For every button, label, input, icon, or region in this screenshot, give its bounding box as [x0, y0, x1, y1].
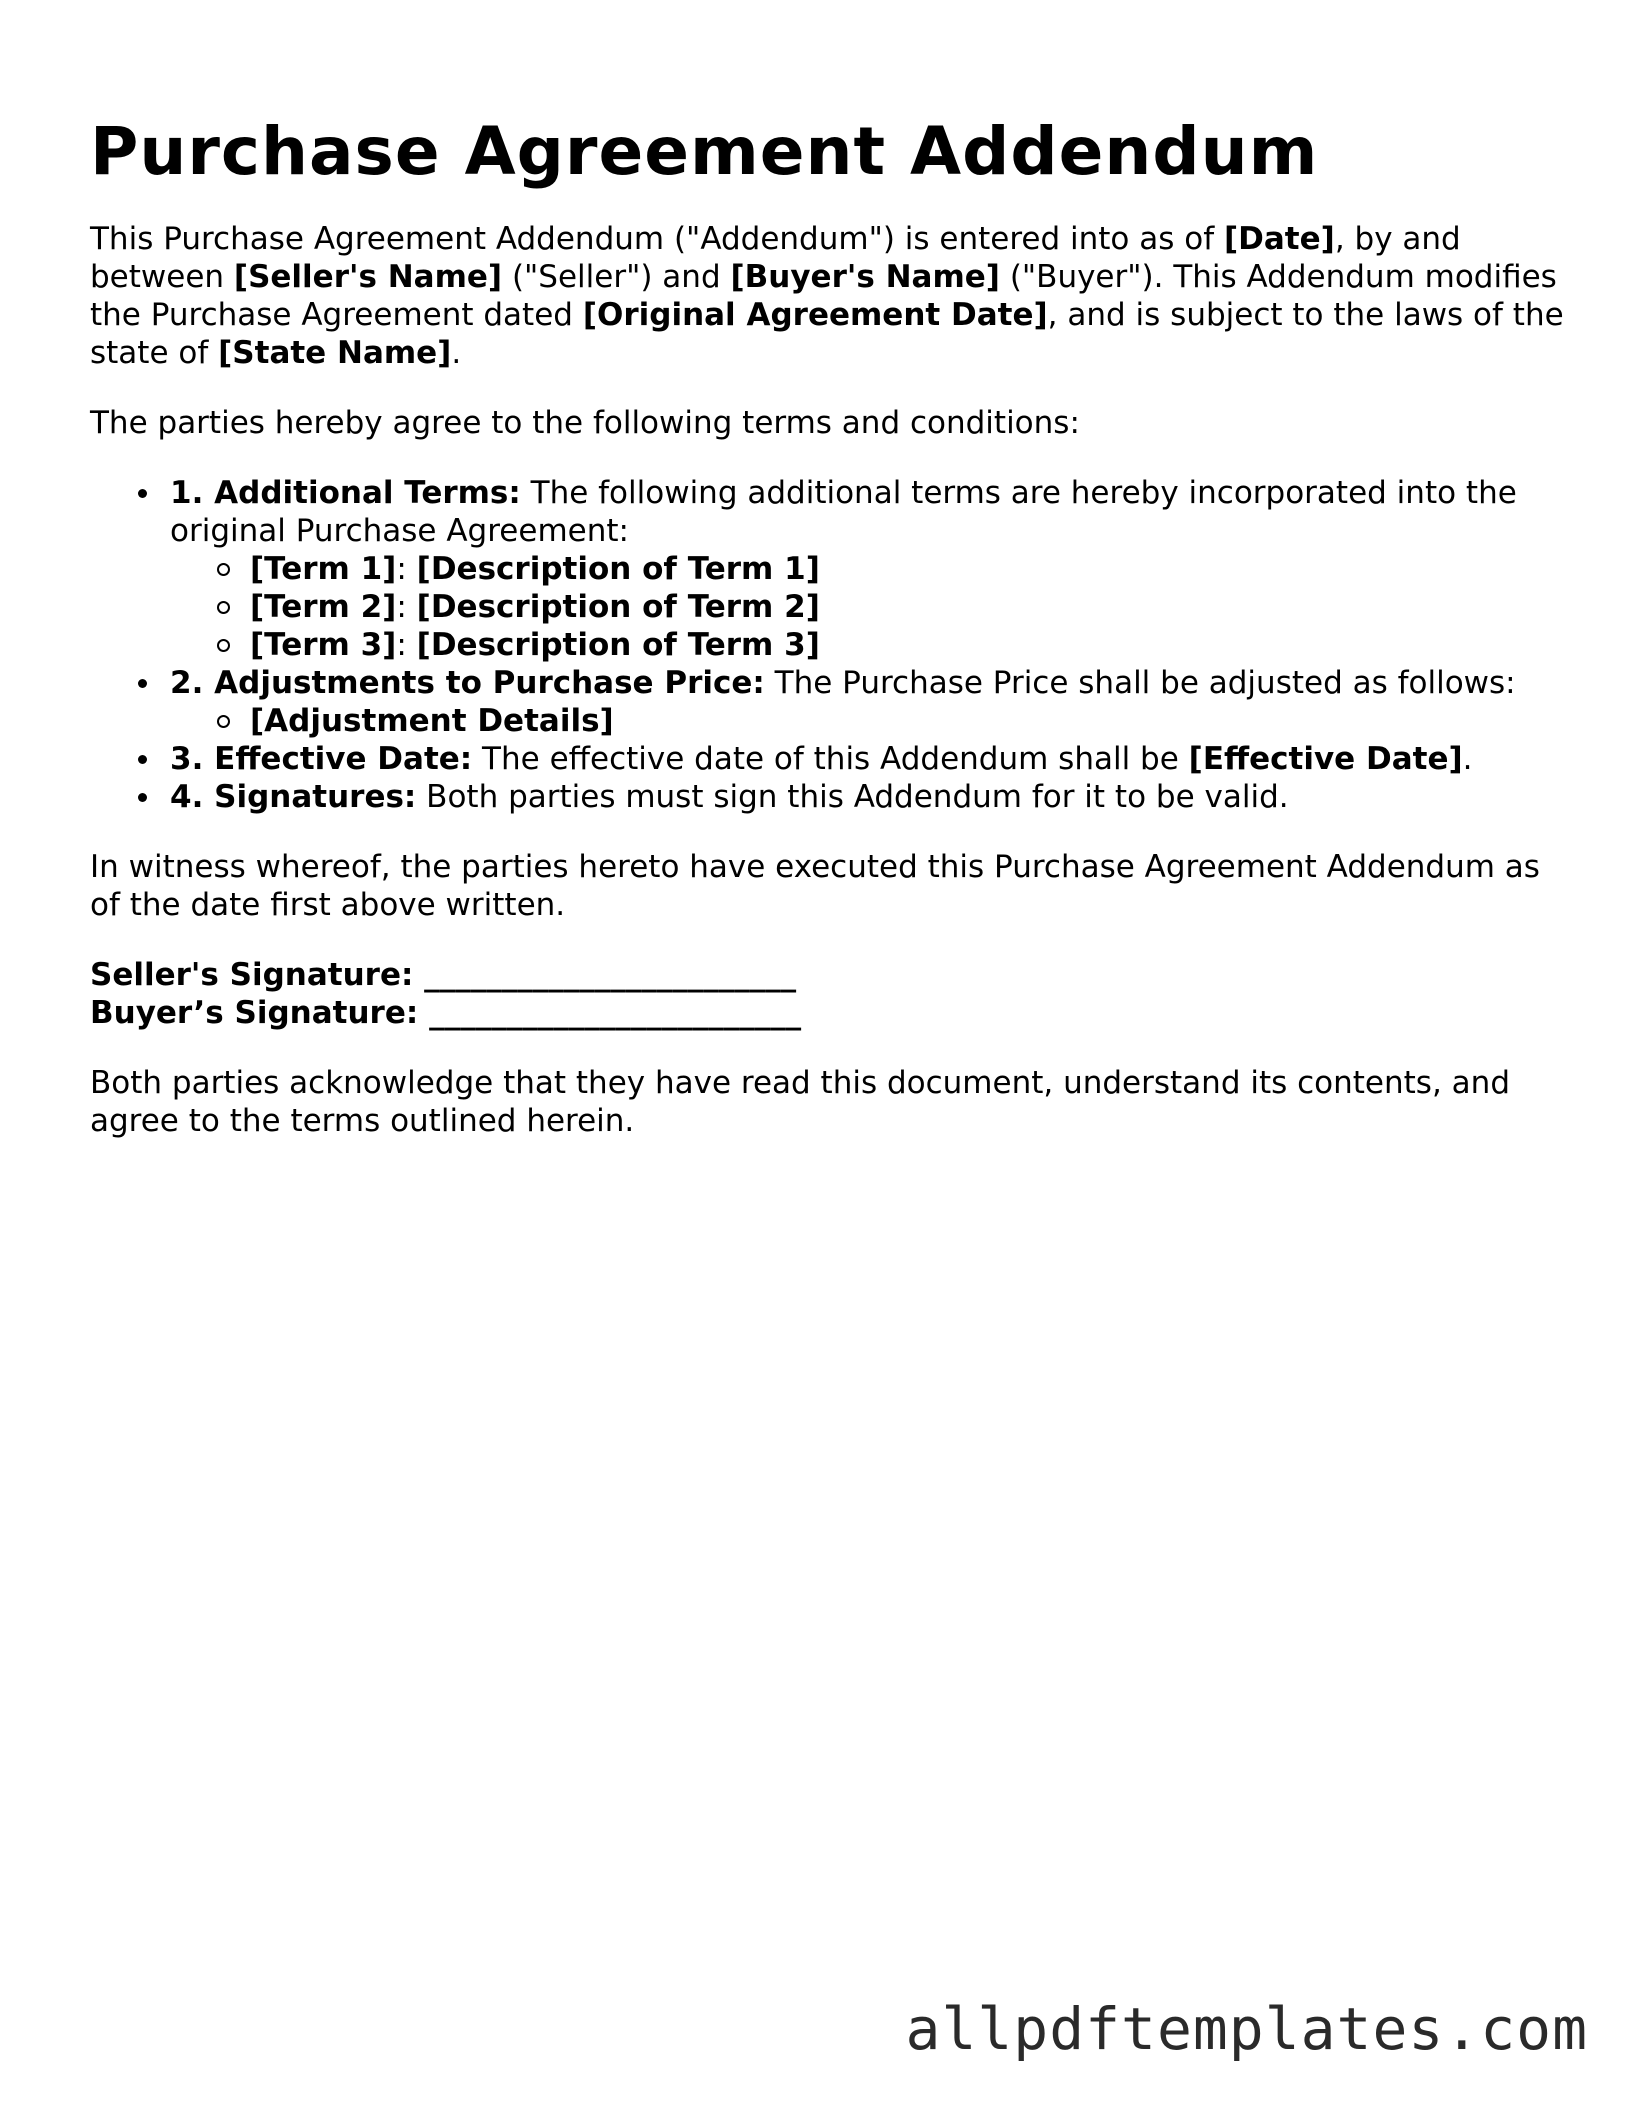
intro-text-1: This Purchase Agreement Addendum ("Addendum") is entered into as of [90, 221, 1224, 257]
term-separator: : [396, 551, 417, 587]
item-text: The effective date of this Addendum shall be [472, 741, 1189, 777]
item-text: Both parties must sign this Addendum for it to be valid. [416, 779, 1289, 815]
agree-paragraph: The parties hereby agree to the following terms and conditions: [90, 405, 1080, 441]
item-text-end: . [1462, 741, 1473, 777]
intro-text-5: , and is subject to the laws of the state of [90, 297, 1564, 371]
document-page [90, 112, 1570, 1172]
date-placeholder: [Date] [1223, 221, 1335, 257]
list-item-additional-terms [170, 474, 1570, 664]
item-label: 2. Adjustments to Purchase Price: [170, 665, 765, 701]
signature-block [90, 956, 1570, 1032]
list-item-price-adjustments [170, 664, 1570, 740]
intro-text-3: ("Seller") and [502, 259, 731, 295]
buyer-signature-line[interactable]: Buyer’s Signature: ________________________ [90, 995, 802, 1031]
additional-terms-sublist [170, 550, 1570, 664]
sublist-item-term-2 [250, 588, 1570, 626]
term-placeholder: [Term 1] [250, 551, 397, 587]
intro-text-4: ("Buyer"). This Addendum modifies the Purchase Agreement dated [90, 259, 1557, 333]
terms-list [90, 474, 1570, 816]
seller-signature-line[interactable]: Seller's Signature: ________________________ [90, 957, 797, 993]
item-label: 3. Effective Date: [170, 741, 473, 777]
watermark-text: allpdftemplates.com [905, 1995, 1588, 2063]
intro-text-2: , by and between [90, 221, 1461, 295]
adjustments-sublist [170, 702, 1570, 740]
seller-name-placeholder: [Seller's Name] [233, 259, 503, 295]
item-text: The Purchase Price shall be adjusted as follows: [764, 665, 1516, 701]
list-item-effective-date [170, 740, 1570, 778]
intro-paragraph [90, 220, 1570, 372]
state-placeholder: [State Name] [218, 335, 452, 371]
original-date-placeholder: [Original Agreement Date] [582, 297, 1048, 333]
item-text: The following additional terms are hereby incorporated into the original Purchase Agreement: [170, 475, 1517, 549]
term-description-placeholder: [Description of Term 3] [416, 627, 820, 663]
sublist-item-adjustment-details [250, 702, 1570, 740]
intro-text-6: . [451, 335, 462, 371]
witness-paragraph: In witness whereof, the parties hereto have executed this Purchase Agreement Addendum as of the date first above written. [90, 849, 1540, 923]
effective-date-placeholder: [Effective Date] [1188, 741, 1463, 777]
list-item-signatures [170, 778, 1570, 816]
term-description-placeholder: [Description of Term 1] [416, 551, 820, 587]
adjustment-details-placeholder: [Adjustment Details] [250, 703, 614, 739]
term-placeholder: [Term 3] [250, 627, 397, 663]
sublist-item-term-3 [250, 626, 1570, 664]
item-label: 1. Additional Terms: [170, 475, 521, 511]
document-title: Purchase Agreement Addendum [90, 113, 1319, 190]
term-separator: : [396, 589, 417, 625]
acknowledgment-paragraph: Both parties acknowledge that they have read this document, understand its contents, and agree to the terms outlined herein. [90, 1065, 1510, 1139]
buyer-name-placeholder: [Buyer's Name] [730, 259, 1000, 295]
sublist-item-term-1 [250, 550, 1570, 588]
term-description-placeholder: [Description of Term 2] [416, 589, 820, 625]
term-placeholder: [Term 2] [250, 589, 397, 625]
term-separator: : [396, 627, 417, 663]
item-label: 4. Signatures: [170, 779, 417, 815]
